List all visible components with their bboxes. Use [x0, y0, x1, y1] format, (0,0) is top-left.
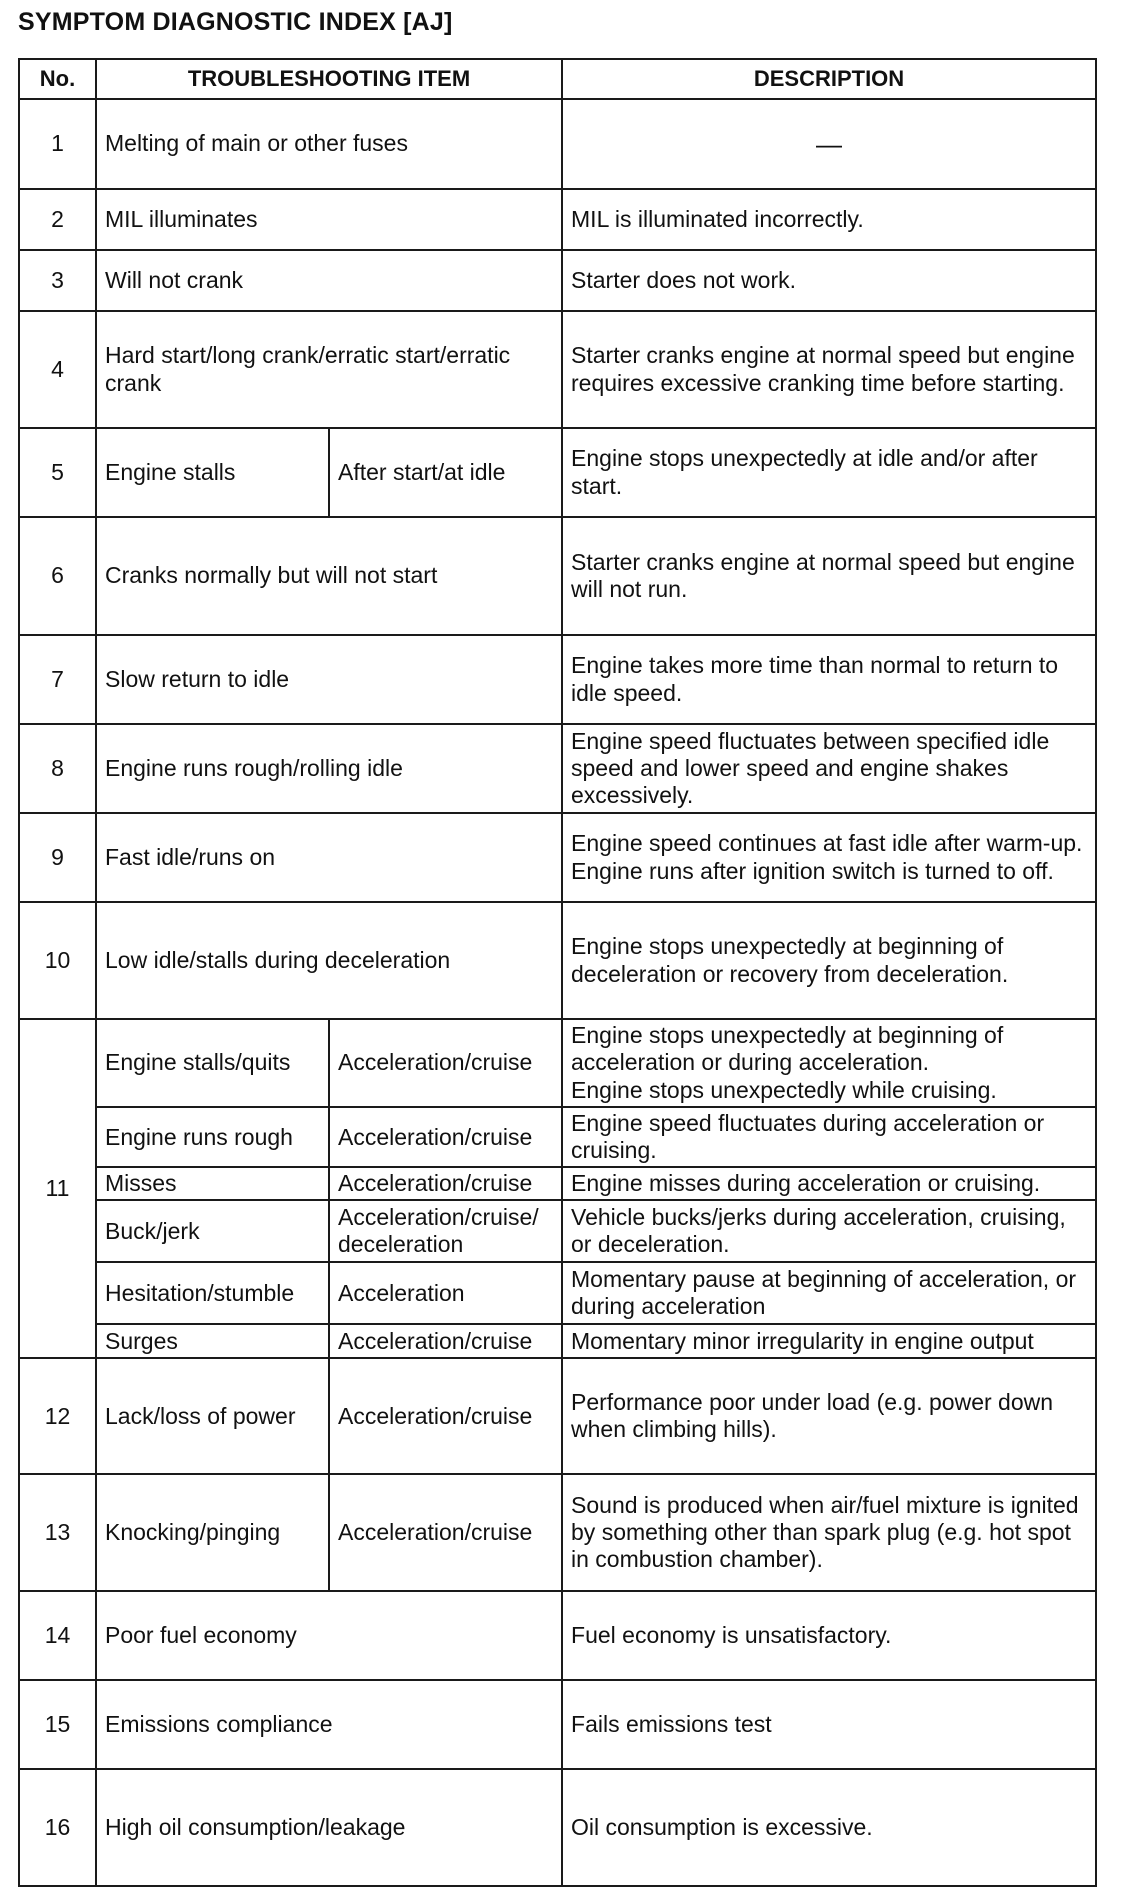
troubleshooting-item: Emissions compliance: [96, 1680, 562, 1769]
table-row: [19, 311, 1096, 428]
troubleshooting-item: Poor fuel economy: [96, 1591, 562, 1680]
condition: Acceleration/cruise: [329, 1474, 562, 1591]
table-row: [19, 1200, 1096, 1262]
table-row: [19, 1262, 1096, 1324]
header-description: DESCRIPTION: [562, 59, 1096, 99]
table-row: [19, 1019, 1096, 1107]
troubleshooting-item: Will not crank: [96, 250, 562, 311]
description: Starter cranks engine at normal speed but engine will not run.: [562, 517, 1096, 635]
description: Engine speed continues at fast idle after warm-up. Engine runs after ignition switch is turned to off.: [562, 813, 1096, 902]
troubleshooting-item: Surges: [96, 1324, 329, 1358]
description: Engine stops unexpectedly at beginning of deceleration or recovery from deceleration.: [562, 902, 1096, 1019]
symptom-index-table: [18, 58, 1097, 1887]
header-no: No.: [19, 59, 96, 99]
row-number: 11: [19, 1019, 96, 1358]
description: Fails emissions test: [562, 1680, 1096, 1769]
description: Performance poor under load (e.g. power down when climbing hills).: [562, 1358, 1096, 1474]
row-number: 13: [19, 1474, 96, 1591]
description: Starter does not work.: [562, 250, 1096, 311]
row-number: 4: [19, 311, 96, 428]
troubleshooting-item: Misses: [96, 1167, 329, 1200]
description: Engine misses during acceleration or cruising.: [562, 1167, 1096, 1200]
row-number: 5: [19, 428, 96, 517]
condition: Acceleration/cruise: [329, 1107, 562, 1167]
condition: Acceleration/cruise: [329, 1167, 562, 1200]
condition: Acceleration/cruise/ deceleration: [329, 1200, 562, 1262]
page-title: SYMPTOM DIAGNOSTIC INDEX [AJ]: [18, 8, 453, 36]
description: Fuel economy is unsatisfactory.: [562, 1591, 1096, 1680]
row-number: 2: [19, 189, 96, 250]
table-row: [19, 1324, 1096, 1358]
row-number: 15: [19, 1680, 96, 1769]
table-row: [19, 1474, 1096, 1591]
table-row: [19, 517, 1096, 635]
troubleshooting-item: Hard start/long crank/erratic start/erratic crank: [96, 311, 562, 428]
row-number: 12: [19, 1358, 96, 1474]
description: Vehicle bucks/jerks during acceleration, cruising, or deceleration.: [562, 1200, 1096, 1262]
condition: After start/at idle: [329, 428, 562, 517]
table-row: [19, 1769, 1096, 1886]
description: Engine stops unexpectedly at beginning of acceleration or during acceleration. Engine stops unexpectedly while cruising.: [562, 1019, 1096, 1107]
troubleshooting-item: Slow return to idle: [96, 635, 562, 724]
description: Oil consumption is excessive.: [562, 1769, 1096, 1886]
row-number: 9: [19, 813, 96, 902]
table-row: [19, 250, 1096, 311]
table-row: [19, 1680, 1096, 1769]
description: Engine speed fluctuates between specified idle speed and lower speed and engine shakes excessively.: [562, 724, 1096, 813]
row-number: 7: [19, 635, 96, 724]
troubleshooting-item: Hesitation/stumble: [96, 1262, 329, 1324]
table-row: [19, 1167, 1096, 1200]
row-number: 10: [19, 902, 96, 1019]
table-row: [19, 724, 1096, 813]
troubleshooting-item: Lack/loss of power: [96, 1358, 329, 1474]
troubleshooting-item: Engine stalls: [96, 428, 329, 517]
description: MIL is illuminated incorrectly.: [562, 189, 1096, 250]
troubleshooting-item: Melting of main or other fuses: [96, 99, 562, 189]
condition: Acceleration/cruise: [329, 1019, 562, 1107]
row-number: 3: [19, 250, 96, 311]
table-row: [19, 1107, 1096, 1167]
table-row: [19, 1591, 1096, 1680]
description: Momentary minor irregularity in engine output: [562, 1324, 1096, 1358]
row-number: 14: [19, 1591, 96, 1680]
troubleshooting-item: Engine runs rough/rolling idle: [96, 724, 562, 813]
table-row: [19, 813, 1096, 902]
description: —: [562, 99, 1096, 189]
row-number: 1: [19, 99, 96, 189]
description: Sound is produced when air/fuel mixture is ignited by something other than spark plug (e.g. hot spot in combustion chamber).: [562, 1474, 1096, 1591]
description: Engine speed fluctuates during acceleration or cruising.: [562, 1107, 1096, 1167]
troubleshooting-item: MIL illuminates: [96, 189, 562, 250]
table-row: [19, 635, 1096, 724]
table-row: [19, 1358, 1096, 1474]
row-number: 8: [19, 724, 96, 813]
table-header-row: [19, 59, 1096, 99]
description: Engine stops unexpectedly at idle and/or after start.: [562, 428, 1096, 517]
troubleshooting-item: Low idle/stalls during deceleration: [96, 902, 562, 1019]
troubleshooting-item: Buck/jerk: [96, 1200, 329, 1262]
table-row: [19, 189, 1096, 250]
description: Momentary pause at beginning of acceleration, or during acceleration: [562, 1262, 1096, 1324]
condition: Acceleration/cruise: [329, 1358, 562, 1474]
troubleshooting-item: Fast idle/runs on: [96, 813, 562, 902]
row-number: 16: [19, 1769, 96, 1886]
row-number: 6: [19, 517, 96, 635]
troubleshooting-item: Engine runs rough: [96, 1107, 329, 1167]
table-row: [19, 99, 1096, 189]
header-troubleshooting-item: TROUBLESHOOTING ITEM: [96, 59, 562, 99]
condition: Acceleration/cruise: [329, 1324, 562, 1358]
table-row: [19, 902, 1096, 1019]
troubleshooting-item: High oil consumption/leakage: [96, 1769, 562, 1886]
troubleshooting-item: Knocking/pinging: [96, 1474, 329, 1591]
troubleshooting-item: Cranks normally but will not start: [96, 517, 562, 635]
description: Starter cranks engine at normal speed but engine requires excessive cranking time before starting.: [562, 311, 1096, 428]
description: Engine takes more time than normal to return to idle speed.: [562, 635, 1096, 724]
troubleshooting-item: Engine stalls/quits: [96, 1019, 329, 1107]
condition: Acceleration: [329, 1262, 562, 1324]
table-row: [19, 428, 1096, 517]
